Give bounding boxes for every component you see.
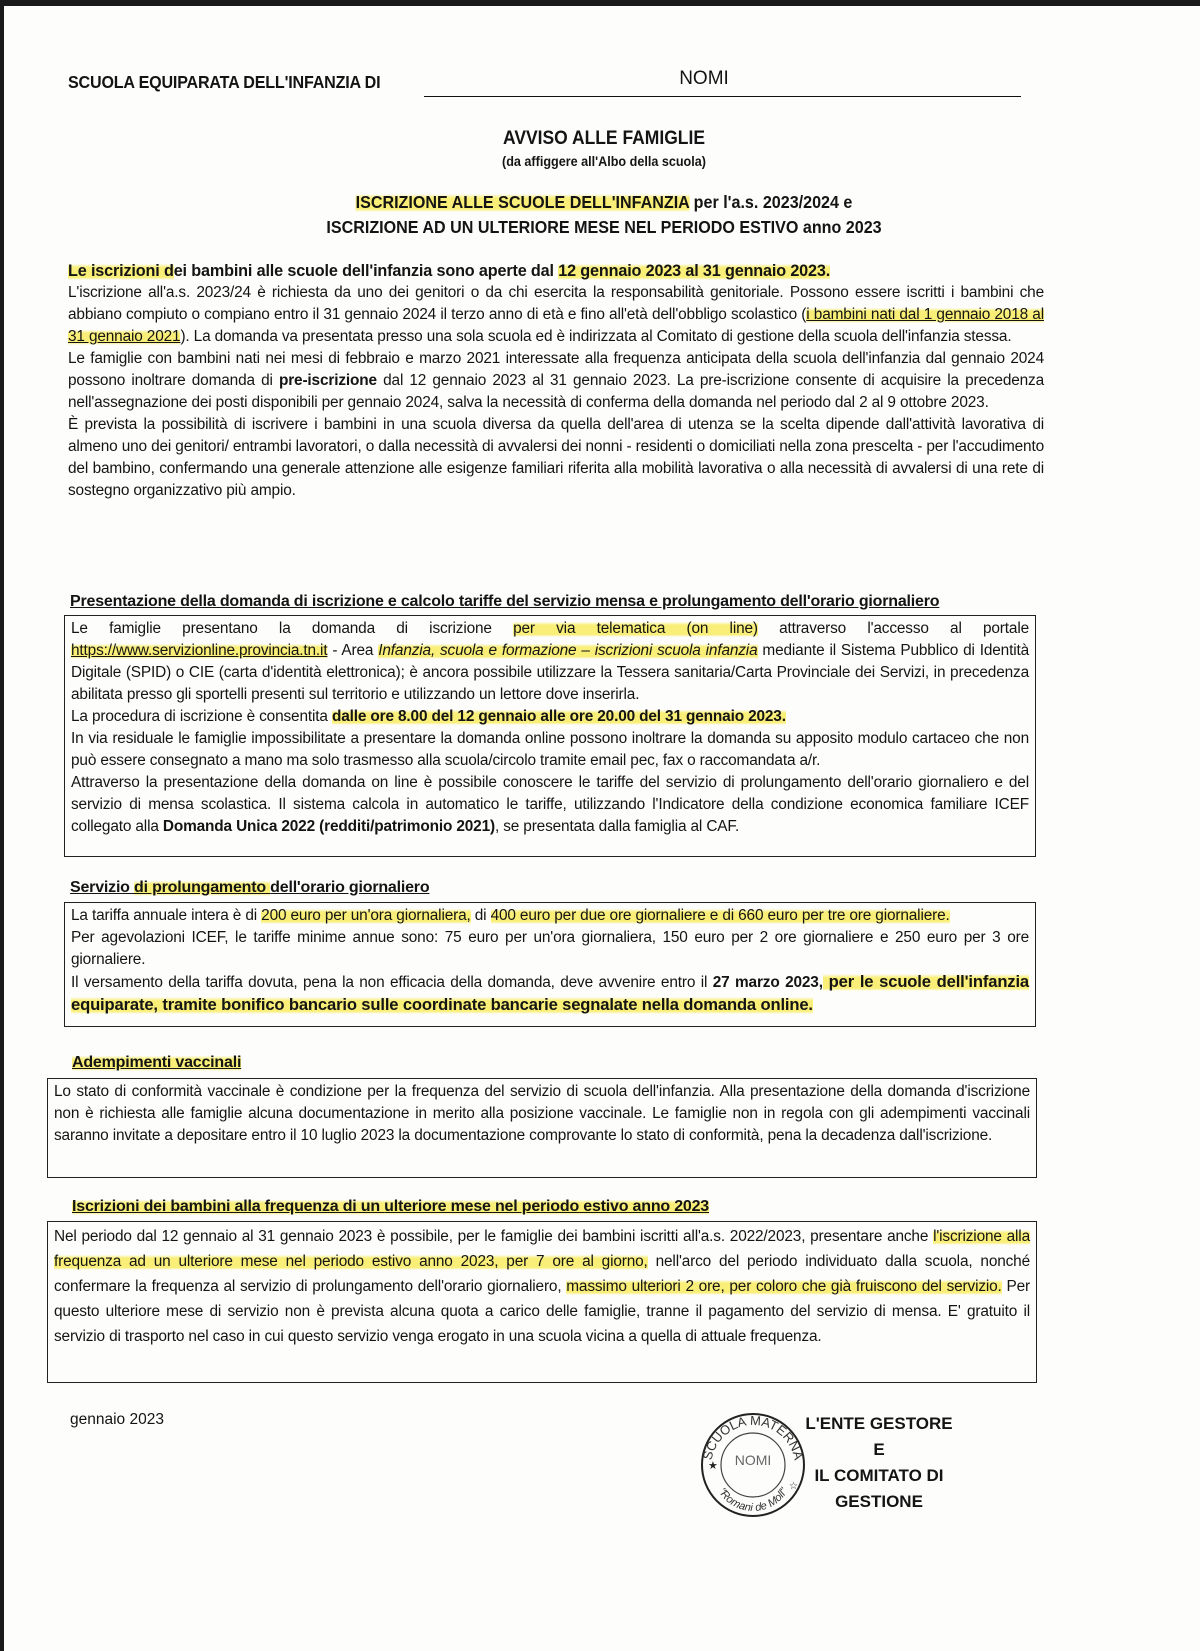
prol-p3-text: Il versamento della tariffa dovuta, pena la non efficacia della domanda, deve avvenire entro il [71,974,713,991]
stamp-bottom-text: "Romani de Moll" [715,1485,791,1515]
tariff-200: 200 euro per un'ora giornaliera, [261,907,471,924]
section-title-estivo [72,1198,709,1216]
domanda-p1-area: - Area [327,642,379,659]
intro-p1-text: L'iscrizione all'a.s. 2023/24 è richiesta da uno dei genitori o da chi esercita la responsabilità genitoriale. Possono essere iscritti i bambini che abbiano compiuto o compiano entro il 31 gennaio 2024 il terzo anno di età e fino all'età dell'obbligo scolastico ( [68,284,1044,323]
pre-iscrizione-bold: pre-iscrizione [278,372,377,389]
prol-p3-bonifico: tramite bonifico bancario sulle coordinate bancarie segnalate nella domanda online. [157,995,813,1014]
tariff-400-660: 400 euro per due ore giornaliere e di 660 euro per tre ore giornaliere. [490,907,950,924]
signature-and: E [873,1440,885,1459]
domanda-p2-dates: dalle ore 8.00 del 12 gennaio alle ore 20.00 del 31 gennaio 2023. [331,708,786,725]
domanda-p4-tail: , se presentata dalla famiglia al CAF. [494,818,740,835]
section-box-domanda [64,615,1036,857]
estivo-highlight-1: l'iscrizione alla frequenza ad un ulteriore mese nel periodo estivo anno 2023, per 7 ore al giorno, [54,1228,1030,1270]
estivo-title-b: ulteriore mese nel periodo estivo anno 2023 [384,1198,710,1215]
section-box-vaccini [47,1078,1037,1178]
intro-lead [68,260,1044,282]
main-title-line2: ISCRIZIONE AD UN ULTERIORE MESE NEL PERIODO ESTIVO anno 2023 [326,217,882,237]
prol-p3-equiparate: per le scuole dell'infanzia equiparate, [71,972,1029,1014]
stamp-star-right-icon: ☆ [789,1481,798,1492]
domanda-paragraph-3: In via residuale le famiglie impossibilitate a presentare la domanda online possono inoltrare la domanda su apposito modulo cartaceo che non può essere consegnato a mano ma solo trasmesso alla scuola/circolo tramite email pec, fax o raccomandata a/r. [71,730,1029,769]
vaccini-paragraph: Lo stato di conformità vaccinale è condizione per la frequenza del servizio di scuola dell'infanzia. Alla presentazione della domanda d'iscrizione non è richiesta alle famiglie alcuna documentazione in merito alla posizione vaccinale. Le famiglie non in regola con gli adempimenti vaccinali saranno invitate a depositare entro il 10 luglio 2023 la documentazione comprovante lo stato di conformità, pena la decadenza dall'iscrizione. [54,1083,1030,1144]
lead-highlight-1: Le iscrizioni d [68,262,174,280]
domanda-p1-tail: mediante il Sistema Pubblico di Identità Digitale (SPID) o CIE (carta d'identità elettronica); è ancora possibile utilizzare la Tessera sanitaria/Carta Provinciale dei Servizi, in precedenza abilitata presso gli sportelli presenti sul territorio e utilizzando un lettore dove inserirla. [71,642,1030,703]
payment-deadline: 27 marzo 2023, [712,974,823,991]
domanda-p1-highlight: per via telematica (on line) [513,620,758,637]
section-title-vaccini [72,1054,241,1072]
domanda-p2-text: La procedura di iscrizione è consentita [71,708,332,725]
section-title-prolungamento [70,879,429,897]
prol-paragraph-2: Per agevolazioni ICEF, le tariffe minime annue sono: 75 euro per un'ora giornaliera, 150 euro per 2 ore giornaliere e 250 euro per 3 ore giornaliere. [71,929,1029,968]
domanda-paragraph-4 [71,772,1029,838]
signature-block [779,1411,979,1515]
document-date: gennaio 2023 [70,1411,164,1428]
prol-title-c: dell'orario giornaliero [270,879,430,896]
prol-paragraph-1 [71,905,1029,927]
section-box-prolungamento [64,902,1036,1027]
main-title-highlight: ISCRIZIONE ALLE SCUOLE DELL'INFANZIA [355,192,690,212]
notice-title: AVVISO ALLE FAMIGLIE [502,128,705,149]
intro-p2-text: Le famiglie con bambini nati nei mesi di febbraio e marzo 2021 interessate alla frequenza anticipata della scuola dell'infanzia dal gennaio 2024 possono inoltrare domanda di [68,350,1044,389]
intro-section [68,260,1044,502]
main-title-rest: per l'a.s. 2023/2024 e [689,192,853,212]
lead-highlight-2: 12 gennaio 2023 al 31 gennaio 2023. [558,262,831,280]
vaccini-title-text: Adempimenti vaccinali [72,1054,242,1071]
estivo-paragraph [54,1224,1030,1349]
intro-p1-tail: ). La domanda va presentata presso una sola scuola ed è indirizzata al Comitato di gestione della scuola dell'infanzia stessa. [180,328,1012,345]
stamp-center-text: NOMI [734,1452,772,1468]
school-name-underline [424,96,1021,97]
intro-paragraph-2 [68,348,1044,414]
stamp-top-text: SCUOLA MATERNA [699,1412,807,1462]
stamp-star-left-icon: ★ [708,1460,718,1472]
notice-subtitle: (da affiggere all'Albo della scuola) [502,153,706,169]
lead-text: ei bambini alle scuole dell'infanzia sono aperte dal [173,262,559,280]
intro-p2-tail: dal 12 gennaio 2023 al 31 gennaio 2023. La pre-iscrizione consente di acquisire la precedenza nell'assegnazione dei posti disponibili per gennaio 2024, salva la necessità di conferma della domanda nel periodo dal 2 al 9 ottobre 2023. [68,372,1045,411]
section-box-estivo [47,1221,1037,1383]
prol-p1-text: La tariffa annuale intera è di [71,907,262,924]
estivo-text-e: Per questo ulteriore mese di servizio non è prevista alcuna quota a carico delle famiglie, tranne il pagamento del servizio di mensa. E' gratuito il servizio di trasporto nel caso in cui questo servizio venga erogato in una scuola vicina a quella di attuale frequenza. [54,1278,1030,1345]
intro-paragraph-1 [68,282,1044,348]
prol-p1-di: di [470,907,491,924]
main-title-line1 [52,192,1156,213]
portal-link[interactable]: https://www.servizionline.provincia.tn.it [71,642,328,659]
prol-paragraph-3 [71,971,1029,1017]
section-title-domanda: Presentazione della domanda di iscrizione e calcolo tariffe del servizio mensa e prolungamento dell'orario giornaliero [70,593,940,610]
domanda-p1-area-name: Infanzia, scuola e formazione – iscrizioni scuola infanzia [378,642,758,659]
estivo-highlight-2: massimo ulteriori 2 ore, per coloro che già fruiscono del servizio. [566,1278,1002,1295]
estivo-text-c: nell'arco del periodo individuato dalla scuola, nonché confermare la frequenza al servizio di prolungamento dell'orario giornaliero, [54,1253,1030,1295]
estivo-text-a: Nel periodo dal 12 gennaio al 31 gennaio 2023 è possibile, per le famiglie dei bambini iscritti all'a.s. 2022/2023, presentare anche [54,1228,934,1245]
signature-ente: L'ENTE GESTORE [805,1414,953,1433]
domanda-p4-text: Attraverso la presentazione della domanda on line è possibile conoscere le tariffe del servizio di prolungamento dell'orario giornaliero e del servizio di mensa scolastica. Il sistema calcola in automatico le tariffe, utilizzando l'Indicatore della condizione economica familiare ICEF collegato alla [71,774,1029,835]
domanda-paragraph-1 [71,618,1029,706]
document-page [4,6,1200,1651]
domanda-p1-text2: attraverso l'accesso al portale [757,620,1029,637]
intro-p1-underlined: i bambini nati dal 1 gennaio 2018 al 31 gennaio 2021 [68,306,1044,345]
signature-comitato: IL COMITATO DI GESTIONE [814,1466,944,1511]
domanda-p1-text: Le famiglie presentano la domanda di iscrizione [71,620,514,637]
domanda-unica-bold: Domanda Unica 2022 (redditi/patrimonio 2021) [162,818,495,835]
estivo-title-a: Iscrizioni dei bambini alla frequenza di un [72,1198,385,1215]
prol-title-highlight: di prolungamento [134,879,271,896]
domanda-paragraph-2 [71,706,1029,728]
school-label: SCUOLA EQUIPARATA DELL'INFANZIA DI [68,72,381,92]
intro-paragraph-3: È prevista la possibilità di iscrivere i bambini in una scuola diversa da quella dell'area di utenza se la scelta dipende dall'attività lavorativa di almeno uno dei genitori/ entrambi lavoratori, o dalla necessità di avvalersi dei nonni - residenti o domiciliati nella zona prescelta - per l'accudimento del bambino, confermando una generale attenzione alle esigenze familiari riferita alla mobilità lavorativa o alla necessità di avvalersi di una rete di sostegno organizzativo più ampio. [68,416,1044,499]
prol-title-a: Servizio [70,879,135,896]
school-name: NOMI [679,68,729,89]
